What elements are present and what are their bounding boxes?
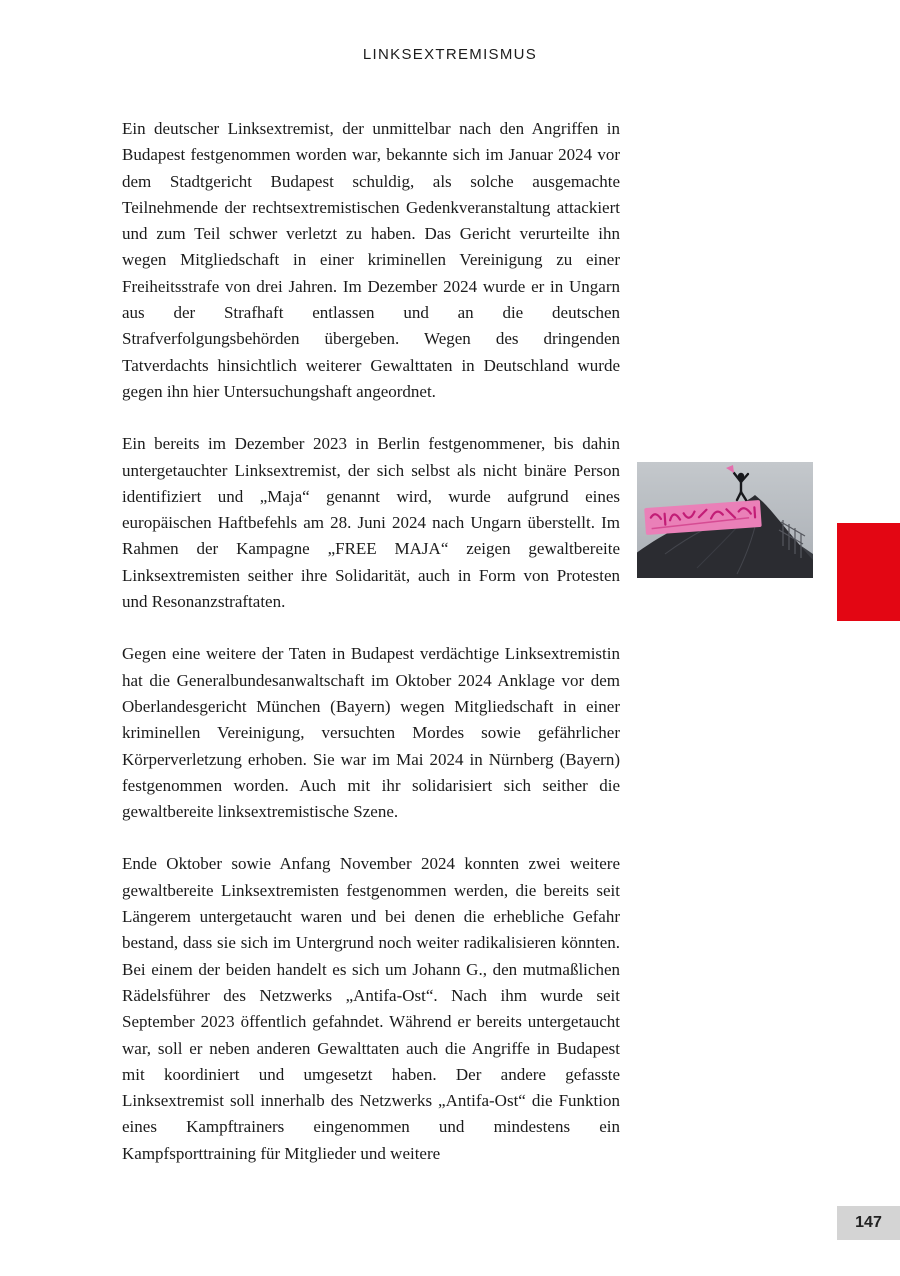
running-head: LINKSEXTREMISMUS: [362, 46, 538, 63]
paragraph-3: Gegen eine weitere der Taten in Budapest verdächtige Linksextremistin hat die Generalbundesanwaltschaft im Oktober 2024 Anklage vor dem Oberlandesgericht München (Bayern) wegen Mitgliedschaft in einer kriminellen Vereinigung, versuchten Mordes sowie gefährlicher Körperverletzung erhoben. Sie war im Mai 2024 in Nürnberg (Bayern) festgenommen worden. Auch mit ihr solidarisiert sich seither die gewaltbereite linksextremistische Szene.: [122, 644, 620, 822]
paragraph-1: Ein deutscher Linksextremist, der unmittelbar nach den Angriffen in Budapest festgenommen worden war, bekannte sich im Januar 2024 vor dem Stadtgericht Budapest schuldig, als solche ausgemachte Teilnehmende der rechtsextremistischen Gedenkveranstaltung attackiert und zum Teil schwer verletzt zu haben. Das Gericht verurteilte ihn wegen Mitgliedschaft in einer kriminellen Vereinigung zu einer Freiheitsstrafe von drei Jahren. Im Dezember 2024 wurde er in Ungarn aus der Strafhaft entlassen und an die deutschen Strafverfolgungsbehörden übergeben. Wegen des dringenden Tatverdachts hinsichtlich weiterer Gewalttaten in Deutschland wurde gegen ihn hier Untersuchungshaft angeordnet.: [122, 119, 620, 401]
section-color-marker: [837, 523, 900, 621]
rooftop-protest-photo-graphic: [637, 462, 813, 578]
rooftop-protest-photo: [637, 462, 813, 578]
page-number-box: [837, 1206, 900, 1240]
text-column: [122, 116, 620, 1193]
paragraph-4: Ende Oktober sowie Anfang November 2024 konnten zwei weitere gewaltbereite Linksextremisten festgenommen werden, die bereits seit Längerem untergetaucht waren und bei denen die erhebliche Gefahr bestand, dass sie sich im Untergrund noch weiter radikalisieren könnten. Bei einem der beiden handelt es sich um Johann G., den mutmaßlichen Rädelsführer des Netzwerks „Antifa-Ost“. Nach ihm wurde seit September 2023 öffentlich gefahndet. Während er bereits untergetaucht war, soll er neben anderen Gewalttaten auch die Angriffe in Budapest mit koordiniert und umgesetzt haben. Der andere gefasste Linksextremist soll innerhalb des Netzwerks „Antifa-Ost“ die Funktion eines Kampftrainers eingenommen und mindestens ein Kampfsporttraining für Mitglieder und weitere: [122, 854, 620, 1163]
page-number: 147: [855, 1214, 882, 1231]
paragraph-2: Ein bereits im Dezember 2023 in Berlin festgenommener, bis dahin untergetauchter Linksextremist, der sich selbst als nicht binäre Person identifiziert und „Maja“ genannt wird, wurde aufgrund eines europäischen Haftbefehls am 28. Juni 2024 nach Ungarn überstellt. Im Rahmen der Kampagne „FREE MAJA“ zeigen gewaltbereite Linksextremisten seither ihre Solidarität, auch in Form von Protesten und Resonanzstraftaten.: [122, 434, 620, 612]
